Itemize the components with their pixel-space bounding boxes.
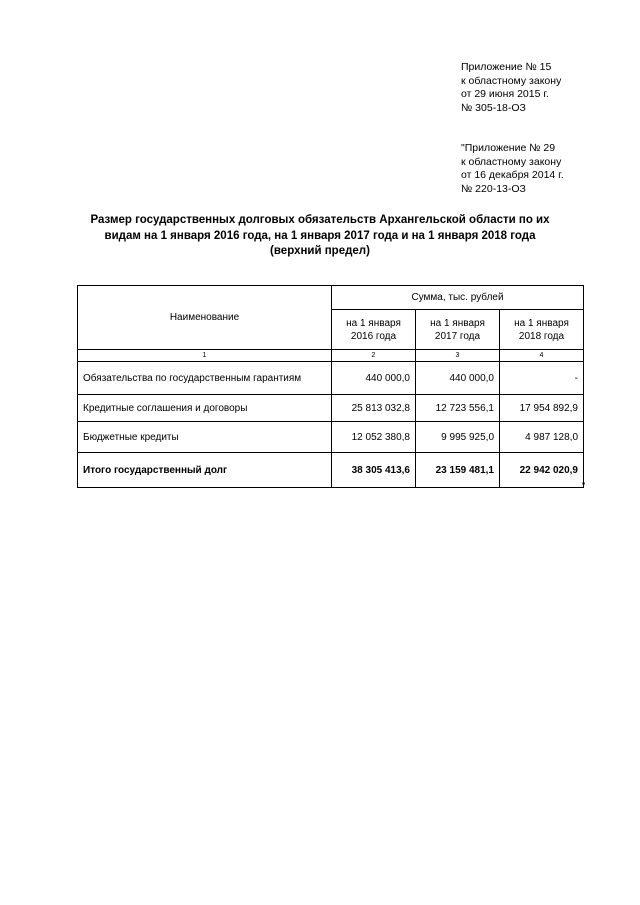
header-date-2017: [416, 310, 500, 350]
date-line: на 1 января: [346, 317, 401, 329]
column-number: 3: [416, 350, 500, 362]
table-row: [78, 395, 584, 422]
header-sum: Сумма, тыс. рублей: [332, 286, 584, 310]
table-row: [78, 422, 584, 453]
date-line: 2018 года: [518, 330, 565, 342]
value-2018: 4 987 128,0: [500, 422, 584, 453]
title-line: видам на 1 января 2016 года, на 1 января 2017 года и на 1 января 2018 года: [104, 229, 536, 242]
attachment-15-line: № 305-18-ОЗ: [461, 101, 526, 114]
column-number: 1: [78, 350, 332, 362]
value-2017: 23 159 481,1: [416, 453, 500, 488]
document-title: [60, 213, 580, 260]
total-row: [78, 453, 584, 488]
attachment-15-line: к областному закону: [461, 74, 562, 87]
value-2016: 25 813 032,8: [332, 395, 416, 422]
column-number-row: [78, 350, 584, 362]
row-name: Итого государственный долг: [78, 453, 332, 488]
header-row: [78, 286, 584, 310]
title-line: Размер государственных долговых обязательств Архангельской области по их: [90, 214, 550, 226]
debt-table: [77, 285, 584, 488]
date-line: на 1 января: [430, 317, 485, 329]
header-date-2018: [500, 310, 584, 350]
date-line: 2017 года: [434, 330, 481, 342]
attachment-15-line: Приложение № 15: [461, 61, 552, 73]
value-2016: 440 000,0: [332, 362, 416, 395]
value-2018: -: [500, 362, 584, 395]
value-2017: 9 995 925,0: [416, 422, 500, 453]
closing-quote: ": [582, 481, 586, 491]
attachment-15-reference: [461, 61, 561, 115]
header-name: Наименование: [78, 286, 332, 350]
value-2017: 440 000,0: [416, 362, 500, 395]
attachment-29-reference: [461, 142, 564, 196]
title-line: (верхний предел): [270, 245, 370, 257]
attachment-29-line: к областному закону: [461, 155, 562, 168]
value-2016: 12 052 380,8: [332, 422, 416, 453]
column-number: 2: [332, 350, 416, 362]
value-2017: 12 723 556,1: [416, 395, 500, 422]
attachment-29-line: "Приложение № 29: [461, 142, 556, 154]
value-2018: 22 942 020,9: [500, 453, 584, 488]
value-2018: 17 954 892,9: [500, 395, 584, 422]
table-row: [78, 362, 584, 395]
date-line: 2016 года: [350, 330, 397, 342]
date-line: на 1 января: [514, 317, 569, 329]
attachment-29-line: № 220-13-ОЗ: [461, 182, 526, 195]
value-2016: 38 305 413,6: [332, 453, 416, 488]
header-date-2016: [332, 310, 416, 350]
row-name: Бюджетные кредиты: [78, 422, 332, 453]
row-name: Кредитные соглашения и договоры: [78, 395, 332, 422]
attachment-15-line: от 29 июня 2015 г.: [461, 88, 549, 101]
column-number: 4: [500, 350, 584, 362]
row-name: Обязательства по государственным гарантиям: [78, 362, 332, 395]
attachment-29-line: от 16 декабря 2014 г.: [461, 169, 564, 182]
